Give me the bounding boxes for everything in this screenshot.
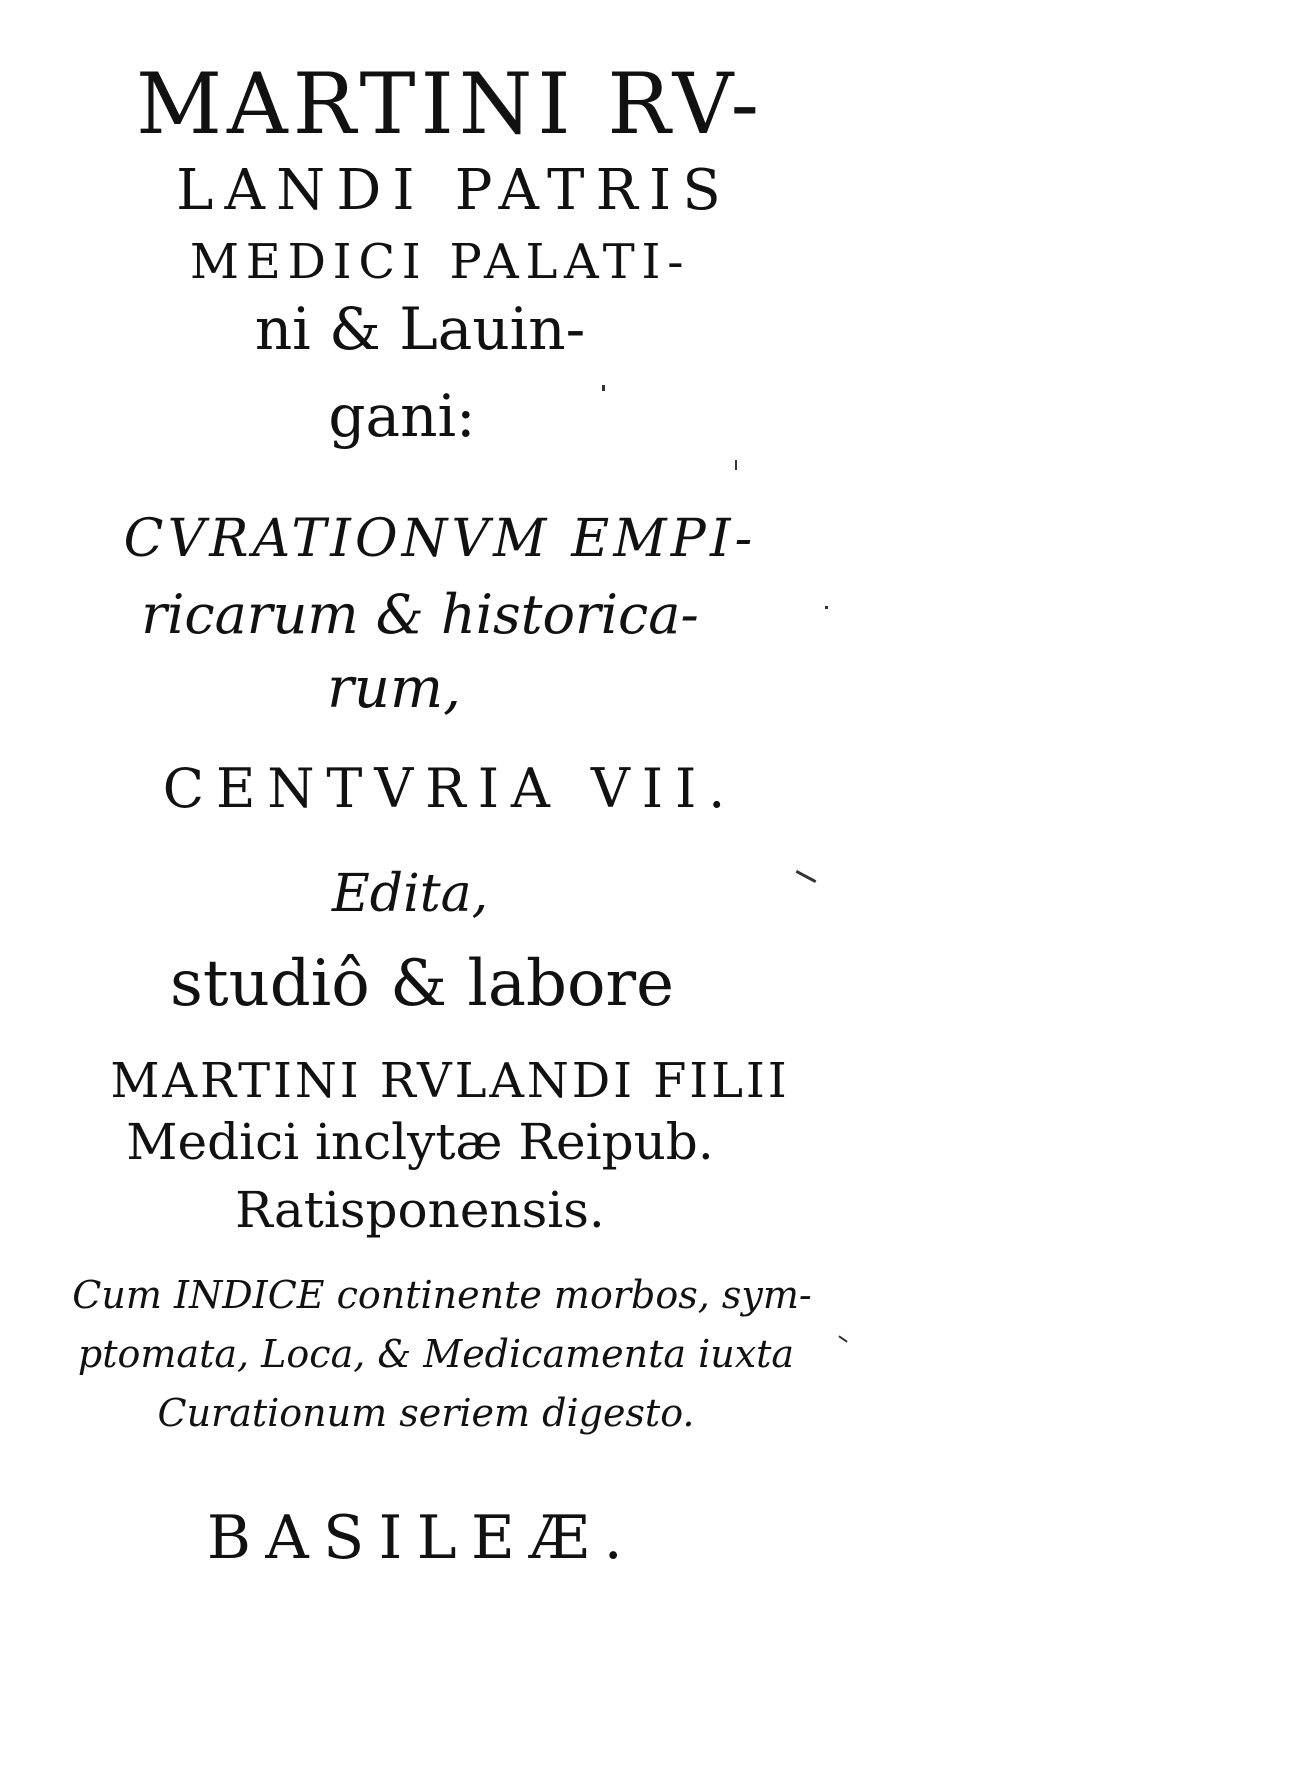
index-line-2: ptomata, Loca, & Medicamenta iuxta bbox=[77, 1332, 795, 1376]
print-speck bbox=[825, 606, 828, 609]
editor-line-2: Medici inclytæ Reipub. bbox=[126, 1113, 714, 1171]
work-title-line-3: rum, bbox=[327, 656, 461, 721]
editor-line-1: MARTINI RVLANDI FILII bbox=[110, 1053, 790, 1109]
studio-line: studiô & labore bbox=[170, 947, 674, 1021]
author-line-1: MARTINI RV- bbox=[135, 55, 765, 153]
edita-line: Edita, bbox=[331, 864, 489, 924]
author-line-2: LANDI PATRIS bbox=[176, 158, 732, 223]
author-line-4: ni & Lauin- bbox=[254, 295, 586, 363]
index-line-1: Cum INDICE continente morbos, sym- bbox=[72, 1273, 812, 1317]
centuria-heading: CENTVRIA VII. bbox=[162, 757, 738, 820]
imprint-place: BASILEÆ. bbox=[206, 1503, 638, 1573]
work-title-line-1: CVRATIONVM EMPI- bbox=[123, 509, 757, 569]
editor-line-3: Ratisponensis. bbox=[235, 1181, 605, 1239]
author-line-5: gani: bbox=[328, 382, 476, 450]
index-line-3: Curationum seriem digesto. bbox=[157, 1391, 695, 1435]
work-title-line-2: ricarum & historica- bbox=[141, 583, 699, 646]
print-speck bbox=[735, 460, 737, 470]
author-line-3: MEDICI PALATI- bbox=[189, 234, 691, 290]
print-speck bbox=[602, 385, 605, 391]
